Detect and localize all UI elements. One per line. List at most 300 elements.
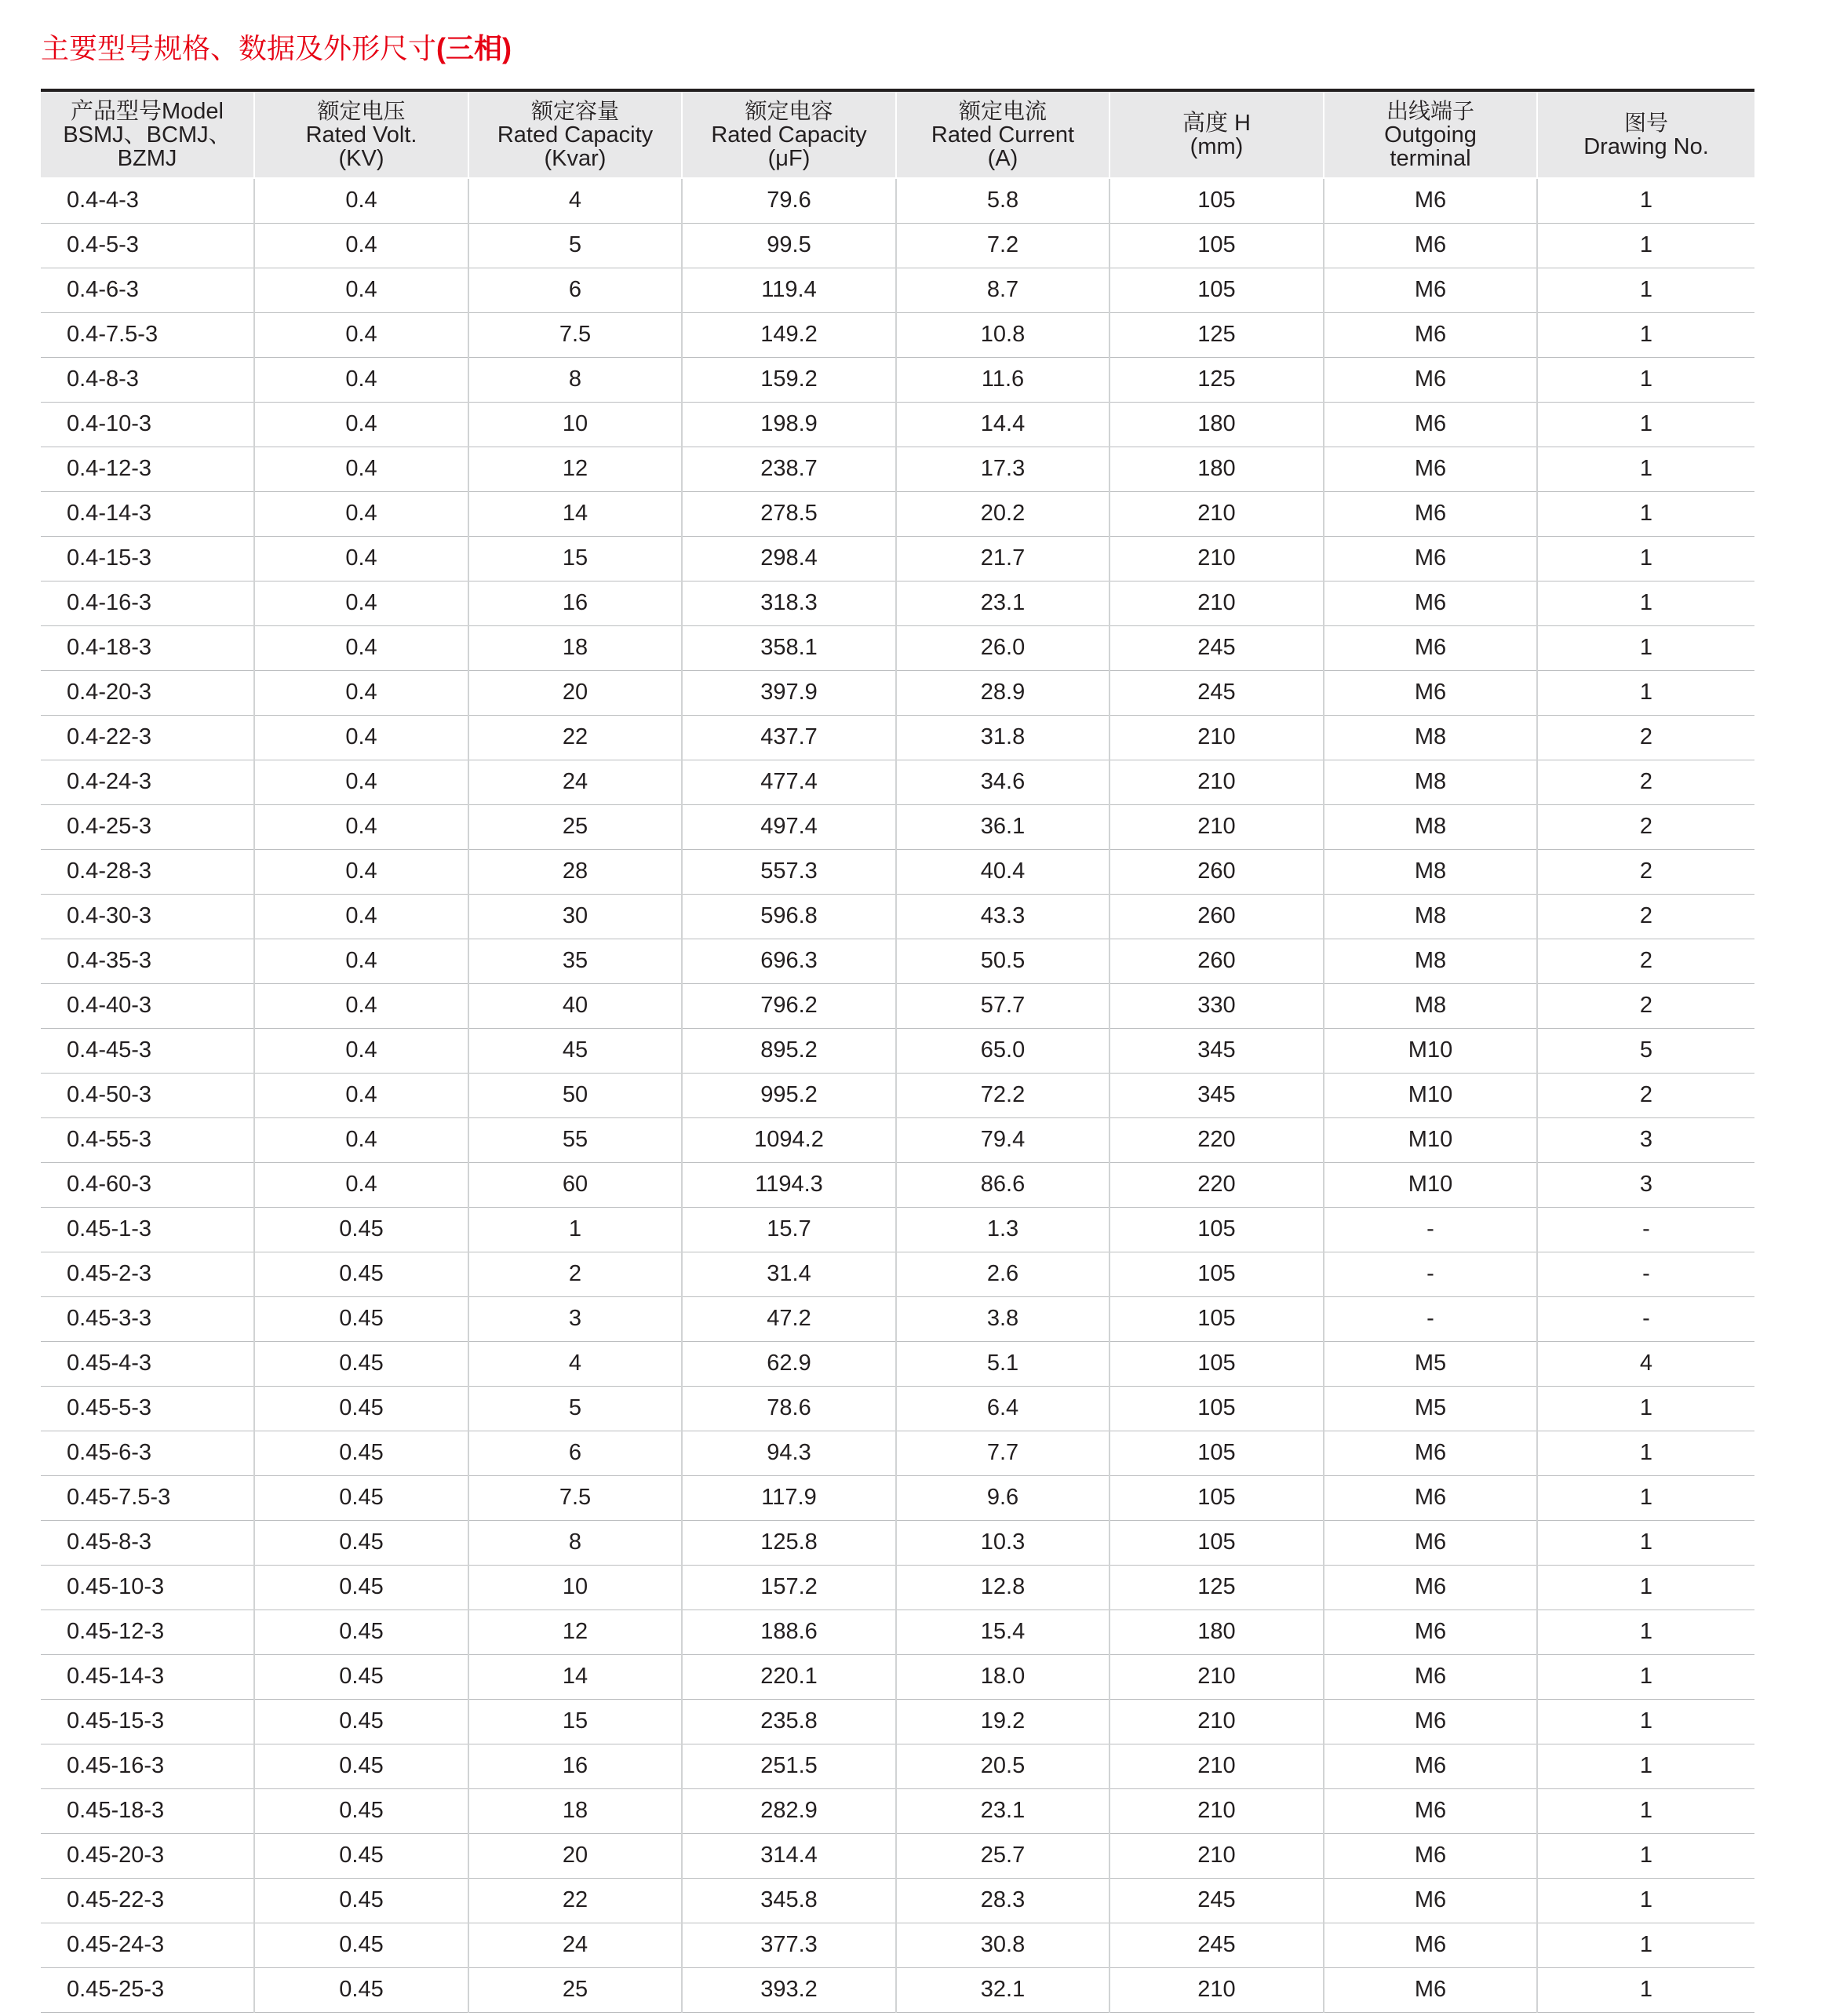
table-row <box>41 402 1754 447</box>
cell-outgoing-terminal: M6 <box>1324 1475 1537 1520</box>
cell-rated-voltage: 0.4 <box>254 939 468 983</box>
cell-rated-capacitance: 393.2 <box>682 1967 896 2012</box>
cell-rated-capacitance: 596.8 <box>682 894 896 939</box>
column-header-line: Outgoing <box>1384 122 1477 148</box>
cell-rated-capacitance: 62.9 <box>682 1341 896 1386</box>
cell-rated-capacitance: 1194.3 <box>682 1162 896 1207</box>
cell-rated-capacity: 25 <box>468 804 682 849</box>
cell-rated-current: 5.8 <box>896 178 1109 223</box>
column-header-outgoing-terminal <box>1324 90 1537 178</box>
cell-outgoing-terminal: M10 <box>1324 1117 1537 1162</box>
cell-outgoing-terminal: M6 <box>1324 1520 1537 1565</box>
table-row <box>41 1296 1754 1341</box>
cell-height: 220 <box>1109 1117 1324 1162</box>
column-header-line: Rated Current <box>931 122 1075 148</box>
column-header-line: BSMJ、BCMJ、 <box>63 122 231 148</box>
column-header-line: Rated Volt. <box>305 122 417 148</box>
cell-outgoing-terminal: M8 <box>1324 894 1537 939</box>
cell-rated-capacitance: 79.6 <box>682 178 896 223</box>
cell-rated-capacitance: 497.4 <box>682 804 896 849</box>
cell-outgoing-terminal: M6 <box>1324 1923 1537 1967</box>
table-row <box>41 715 1754 760</box>
cell-height: 260 <box>1109 849 1324 894</box>
table-row <box>41 1207 1754 1252</box>
cell-drawing-no: 2 <box>1537 804 1754 849</box>
cell-outgoing-terminal: M8 <box>1324 983 1537 1028</box>
cell-model: 0.45-3-3 <box>41 1296 254 1341</box>
cell-rated-capacitance: 298.4 <box>682 536 896 581</box>
cell-drawing-no: 1 <box>1537 357 1754 402</box>
cell-model: 0.4-25-3 <box>41 804 254 849</box>
column-header-line: 出线端子 <box>1386 97 1474 124</box>
cell-rated-capacity: 20 <box>468 670 682 715</box>
cell-rated-capacity: 6 <box>468 268 682 312</box>
cell-outgoing-terminal: M6 <box>1324 1654 1537 1699</box>
cell-model: 0.4-14-3 <box>41 491 254 536</box>
cell-drawing-no: 1 <box>1537 1520 1754 1565</box>
cell-outgoing-terminal: M6 <box>1324 625 1537 670</box>
cell-rated-capacity: 28 <box>468 849 682 894</box>
spec-table <box>41 89 1754 2013</box>
column-header-line: 高度 H <box>1182 110 1251 136</box>
cell-model: 0.4-10-3 <box>41 402 254 447</box>
cell-height: 125 <box>1109 357 1324 402</box>
cell-rated-voltage: 0.4 <box>254 268 468 312</box>
cell-rated-voltage: 0.4 <box>254 625 468 670</box>
cell-height: 210 <box>1109 1744 1324 1788</box>
column-header-line: (μF) <box>767 145 811 171</box>
cell-rated-voltage: 0.45 <box>254 1967 468 2012</box>
cell-drawing-no: 1 <box>1537 402 1754 447</box>
table-row <box>41 1162 1754 1207</box>
cell-height: 105 <box>1109 1475 1324 1520</box>
table-row <box>41 1833 1754 1878</box>
cell-rated-capacity: 1 <box>468 1207 682 1252</box>
cell-rated-capacity: 55 <box>468 1117 682 1162</box>
cell-rated-voltage: 0.45 <box>254 1654 468 1699</box>
cell-rated-capacitance: 94.3 <box>682 1431 896 1475</box>
cell-height: 210 <box>1109 581 1324 625</box>
cell-rated-current: 10.8 <box>896 312 1109 357</box>
cell-rated-current: 28.9 <box>896 670 1109 715</box>
column-header-line: 额定电容 <box>745 97 833 124</box>
cell-drawing-no: - <box>1537 1296 1754 1341</box>
cell-rated-capacitance: 995.2 <box>682 1073 896 1117</box>
cell-rated-current: 43.3 <box>896 894 1109 939</box>
cell-rated-capacity: 3 <box>468 1296 682 1341</box>
table-row <box>41 1744 1754 1788</box>
cell-drawing-no: 1 <box>1537 1878 1754 1923</box>
column-header-line: terminal <box>1390 145 1471 171</box>
table-row <box>41 536 1754 581</box>
cell-rated-voltage: 0.45 <box>254 1386 468 1431</box>
cell-rated-voltage: 0.4 <box>254 491 468 536</box>
cell-rated-voltage: 0.4 <box>254 1028 468 1073</box>
table-row <box>41 1610 1754 1654</box>
cell-rated-current: 30.8 <box>896 1923 1109 1967</box>
cell-rated-current: 36.1 <box>896 804 1109 849</box>
cell-rated-capacity: 20 <box>468 1833 682 1878</box>
cell-height: 105 <box>1109 1431 1324 1475</box>
cell-drawing-no: 1 <box>1537 1475 1754 1520</box>
cell-rated-capacity: 10 <box>468 1565 682 1610</box>
cell-rated-voltage: 0.4 <box>254 760 468 804</box>
cell-drawing-no: 1 <box>1537 268 1754 312</box>
cell-model: 0.4-55-3 <box>41 1117 254 1162</box>
cell-height: 210 <box>1109 1788 1324 1833</box>
cell-outgoing-terminal: M6 <box>1324 1878 1537 1923</box>
cell-model: 0.45-20-3 <box>41 1833 254 1878</box>
page-title-suffix: (三相) <box>436 32 512 64</box>
cell-rated-capacitance: 119.4 <box>682 268 896 312</box>
cell-rated-capacity: 35 <box>468 939 682 983</box>
cell-rated-voltage: 0.45 <box>254 1788 468 1833</box>
cell-height: 260 <box>1109 939 1324 983</box>
cell-rated-capacitance: 78.6 <box>682 1386 896 1431</box>
page-title <box>41 27 512 71</box>
cell-rated-voltage: 0.45 <box>254 1431 468 1475</box>
cell-rated-capacity: 5 <box>468 223 682 268</box>
column-header-line: BZMJ <box>117 145 177 171</box>
cell-rated-capacitance: 157.2 <box>682 1565 896 1610</box>
cell-outgoing-terminal: - <box>1324 1207 1537 1252</box>
cell-height: 105 <box>1109 178 1324 223</box>
cell-rated-capacitance: 47.2 <box>682 1296 896 1341</box>
cell-height: 105 <box>1109 223 1324 268</box>
table-row <box>41 1565 1754 1610</box>
cell-outgoing-terminal: M8 <box>1324 804 1537 849</box>
cell-model: 0.45-10-3 <box>41 1565 254 1610</box>
cell-outgoing-terminal: M6 <box>1324 447 1537 491</box>
cell-rated-capacitance: 437.7 <box>682 715 896 760</box>
cell-model: 0.45-24-3 <box>41 1923 254 1967</box>
cell-drawing-no: 1 <box>1537 491 1754 536</box>
cell-model: 0.45-15-3 <box>41 1699 254 1744</box>
table-row <box>41 1431 1754 1475</box>
cell-height: 180 <box>1109 447 1324 491</box>
cell-height: 245 <box>1109 1878 1324 1923</box>
cell-height: 210 <box>1109 760 1324 804</box>
column-header-line: 产品型号Model <box>71 98 224 124</box>
cell-outgoing-terminal: M6 <box>1324 1431 1537 1475</box>
cell-rated-voltage: 0.4 <box>254 581 468 625</box>
cell-outgoing-terminal: M6 <box>1324 402 1537 447</box>
cell-model: 0.45-16-3 <box>41 1744 254 1788</box>
cell-rated-capacitance: 15.7 <box>682 1207 896 1252</box>
table-row <box>41 804 1754 849</box>
cell-outgoing-terminal: - <box>1324 1252 1537 1296</box>
cell-rated-capacitance: 895.2 <box>682 1028 896 1073</box>
table-row <box>41 1073 1754 1117</box>
cell-rated-voltage: 0.45 <box>254 1923 468 1967</box>
cell-model: 0.4-60-3 <box>41 1162 254 1207</box>
cell-drawing-no: 1 <box>1537 1654 1754 1699</box>
column-header-line: (KV) <box>338 145 384 171</box>
cell-model: 0.4-28-3 <box>41 849 254 894</box>
cell-rated-capacitance: 282.9 <box>682 1788 896 1833</box>
table-header-row <box>41 90 1754 178</box>
cell-outgoing-terminal: M10 <box>1324 1073 1537 1117</box>
cell-rated-capacity: 2 <box>468 1252 682 1296</box>
cell-drawing-no: 2 <box>1537 939 1754 983</box>
cell-rated-capacitance: 235.8 <box>682 1699 896 1744</box>
cell-height: 105 <box>1109 1207 1324 1252</box>
cell-rated-current: 19.2 <box>896 1699 1109 1744</box>
cell-rated-current: 9.6 <box>896 1475 1109 1520</box>
cell-rated-voltage: 0.4 <box>254 178 468 223</box>
cell-rated-capacitance: 31.4 <box>682 1252 896 1296</box>
cell-height: 105 <box>1109 1252 1324 1296</box>
cell-rated-current: 86.6 <box>896 1162 1109 1207</box>
table-row <box>41 1878 1754 1923</box>
cell-outgoing-terminal: M6 <box>1324 1967 1537 2012</box>
column-header-line: 图号 <box>1623 109 1668 136</box>
table-row <box>41 357 1754 402</box>
cell-rated-current: 6.4 <box>896 1386 1109 1431</box>
table-row <box>41 1788 1754 1833</box>
cell-rated-current: 11.6 <box>896 357 1109 402</box>
cell-outgoing-terminal: M8 <box>1324 939 1537 983</box>
table-row <box>41 894 1754 939</box>
cell-drawing-no: 1 <box>1537 1565 1754 1610</box>
cell-rated-capacity: 22 <box>468 715 682 760</box>
cell-rated-capacitance: 477.4 <box>682 760 896 804</box>
cell-model: 0.4-35-3 <box>41 939 254 983</box>
table-row <box>41 1475 1754 1520</box>
table-row <box>41 223 1754 268</box>
cell-rated-voltage: 0.4 <box>254 1073 468 1117</box>
cell-rated-capacitance: 117.9 <box>682 1475 896 1520</box>
cell-drawing-no: 1 <box>1537 1788 1754 1833</box>
cell-rated-current: 23.1 <box>896 581 1109 625</box>
cell-model: 0.4-6-3 <box>41 268 254 312</box>
cell-rated-capacitance: 159.2 <box>682 357 896 402</box>
cell-height: 210 <box>1109 491 1324 536</box>
cell-drawing-no: 2 <box>1537 760 1754 804</box>
table-row <box>41 1923 1754 1967</box>
table-body <box>41 178 1754 2012</box>
cell-model: 0.4-30-3 <box>41 894 254 939</box>
cell-rated-current: 7.2 <box>896 223 1109 268</box>
cell-drawing-no: 2 <box>1537 894 1754 939</box>
cell-rated-capacitance: 796.2 <box>682 983 896 1028</box>
cell-height: 210 <box>1109 1699 1324 1744</box>
cell-model: 0.4-18-3 <box>41 625 254 670</box>
cell-rated-voltage: 0.4 <box>254 447 468 491</box>
cell-drawing-no: 1 <box>1537 670 1754 715</box>
cell-rated-capacity: 60 <box>468 1162 682 1207</box>
cell-rated-current: 31.8 <box>896 715 1109 760</box>
table-row <box>41 1341 1754 1386</box>
table-row <box>41 1967 1754 2012</box>
cell-rated-capacitance: 1094.2 <box>682 1117 896 1162</box>
cell-height: 330 <box>1109 983 1324 1028</box>
table-row <box>41 1699 1754 1744</box>
cell-model: 0.4-5-3 <box>41 223 254 268</box>
cell-rated-capacity: 7.5 <box>468 1475 682 1520</box>
cell-outgoing-terminal: M6 <box>1324 670 1537 715</box>
cell-rated-capacity: 18 <box>468 1788 682 1833</box>
cell-rated-capacity: 12 <box>468 447 682 491</box>
cell-height: 210 <box>1109 1654 1324 1699</box>
cell-rated-current: 21.7 <box>896 536 1109 581</box>
cell-rated-current: 20.5 <box>896 1744 1109 1788</box>
column-header-rated-voltage <box>254 90 468 178</box>
cell-rated-capacity: 14 <box>468 491 682 536</box>
cell-rated-current: 15.4 <box>896 1610 1109 1654</box>
cell-rated-current: 26.0 <box>896 625 1109 670</box>
cell-rated-voltage: 0.4 <box>254 1117 468 1162</box>
cell-model: 0.45-22-3 <box>41 1878 254 1923</box>
cell-model: 0.4-50-3 <box>41 1073 254 1117</box>
cell-rated-current: 2.6 <box>896 1252 1109 1296</box>
cell-height: 125 <box>1109 312 1324 357</box>
cell-outgoing-terminal: M8 <box>1324 849 1537 894</box>
cell-drawing-no: 5 <box>1537 1028 1754 1073</box>
cell-rated-capacity: 10 <box>468 402 682 447</box>
cell-height: 245 <box>1109 1923 1324 1967</box>
table-row <box>41 625 1754 670</box>
column-header-rated-capacitance <box>682 90 896 178</box>
cell-drawing-no: 4 <box>1537 1341 1754 1386</box>
cell-rated-capacitance: 377.3 <box>682 1923 896 1967</box>
cell-drawing-no: 1 <box>1537 447 1754 491</box>
cell-model: 0.45-1-3 <box>41 1207 254 1252</box>
cell-model: 0.4-16-3 <box>41 581 254 625</box>
cell-height: 245 <box>1109 670 1324 715</box>
cell-rated-voltage: 0.4 <box>254 312 468 357</box>
page-title-main: 主要型号规格、数据及外形尺寸 <box>41 33 437 65</box>
cell-rated-current: 14.4 <box>896 402 1109 447</box>
cell-drawing-no: 1 <box>1537 1833 1754 1878</box>
cell-rated-capacitance: 358.1 <box>682 625 896 670</box>
cell-rated-voltage: 0.45 <box>254 1610 468 1654</box>
cell-height: 345 <box>1109 1028 1324 1073</box>
cell-outgoing-terminal: M6 <box>1324 1565 1537 1610</box>
cell-rated-voltage: 0.45 <box>254 1833 468 1878</box>
column-header-line: Rated Capacity <box>497 122 654 148</box>
cell-model: 0.45-5-3 <box>41 1386 254 1431</box>
cell-height: 210 <box>1109 536 1324 581</box>
cell-rated-current: 40.4 <box>896 849 1109 894</box>
cell-model: 0.4-24-3 <box>41 760 254 804</box>
cell-rated-capacity: 5 <box>468 1386 682 1431</box>
table-row <box>41 1654 1754 1699</box>
cell-outgoing-terminal: M10 <box>1324 1162 1537 1207</box>
cell-outgoing-terminal: M10 <box>1324 1028 1537 1073</box>
cell-rated-capacitance: 696.3 <box>682 939 896 983</box>
table-row <box>41 1386 1754 1431</box>
cell-drawing-no: 2 <box>1537 1073 1754 1117</box>
cell-rated-capacity: 50 <box>468 1073 682 1117</box>
cell-rated-current: 34.6 <box>896 760 1109 804</box>
cell-rated-capacity: 8 <box>468 1520 682 1565</box>
cell-rated-voltage: 0.4 <box>254 402 468 447</box>
cell-drawing-no: - <box>1537 1207 1754 1252</box>
cell-rated-voltage: 0.4 <box>254 894 468 939</box>
cell-rated-voltage: 0.4 <box>254 357 468 402</box>
column-header-line: 额定电压 <box>317 97 406 124</box>
cell-rated-capacitance: 125.8 <box>682 1520 896 1565</box>
column-header-drawing-no <box>1537 90 1754 178</box>
cell-outgoing-terminal: M6 <box>1324 312 1537 357</box>
cell-drawing-no: 2 <box>1537 715 1754 760</box>
cell-height: 105 <box>1109 1296 1324 1341</box>
cell-rated-capacity: 16 <box>468 1744 682 1788</box>
cell-rated-current: 5.1 <box>896 1341 1109 1386</box>
cell-outgoing-terminal: M6 <box>1324 1699 1537 1744</box>
cell-rated-current: 23.1 <box>896 1788 1109 1833</box>
column-header-model <box>41 90 254 178</box>
cell-model: 0.4-22-3 <box>41 715 254 760</box>
cell-rated-voltage: 0.4 <box>254 715 468 760</box>
cell-rated-voltage: 0.45 <box>254 1565 468 1610</box>
cell-rated-current: 72.2 <box>896 1073 1109 1117</box>
cell-height: 260 <box>1109 894 1324 939</box>
cell-rated-voltage: 0.45 <box>254 1475 468 1520</box>
cell-model: 0.45-12-3 <box>41 1610 254 1654</box>
cell-rated-capacity: 15 <box>468 1699 682 1744</box>
column-header-line: (Kvar) <box>544 145 607 171</box>
cell-outgoing-terminal: M5 <box>1324 1341 1537 1386</box>
cell-rated-capacitance: 188.6 <box>682 1610 896 1654</box>
cell-outgoing-terminal: M6 <box>1324 536 1537 581</box>
cell-model: 0.45-8-3 <box>41 1520 254 1565</box>
cell-outgoing-terminal: M6 <box>1324 1788 1537 1833</box>
cell-model: 0.45-6-3 <box>41 1431 254 1475</box>
cell-outgoing-terminal: M6 <box>1324 178 1537 223</box>
cell-rated-voltage: 0.45 <box>254 1252 468 1296</box>
cell-rated-capacity: 15 <box>468 536 682 581</box>
cell-rated-capacity: 6 <box>468 1431 682 1475</box>
cell-height: 125 <box>1109 1565 1324 1610</box>
cell-rated-capacitance: 149.2 <box>682 312 896 357</box>
cell-model: 0.4-45-3 <box>41 1028 254 1073</box>
cell-rated-capacitance: 99.5 <box>682 223 896 268</box>
cell-outgoing-terminal: M6 <box>1324 1744 1537 1788</box>
cell-outgoing-terminal: M6 <box>1324 581 1537 625</box>
column-header-line: 额定容量 <box>530 97 619 124</box>
table-row <box>41 312 1754 357</box>
cell-outgoing-terminal: M6 <box>1324 357 1537 402</box>
cell-rated-capacitance: 318.3 <box>682 581 896 625</box>
table-row <box>41 939 1754 983</box>
column-header-line: (mm) <box>1190 133 1244 159</box>
cell-model: 0.45-25-3 <box>41 1967 254 2012</box>
cell-rated-current: 10.3 <box>896 1520 1109 1565</box>
table-row <box>41 581 1754 625</box>
cell-rated-current: 1.3 <box>896 1207 1109 1252</box>
cell-rated-capacity: 14 <box>468 1654 682 1699</box>
cell-height: 105 <box>1109 1341 1324 1386</box>
cell-rated-capacity: 45 <box>468 1028 682 1073</box>
cell-height: 180 <box>1109 1610 1324 1654</box>
cell-rated-current: 20.2 <box>896 491 1109 536</box>
cell-height: 210 <box>1109 1833 1324 1878</box>
cell-rated-current: 3.8 <box>896 1296 1109 1341</box>
cell-rated-capacitance: 220.1 <box>682 1654 896 1699</box>
cell-model: 0.4-20-3 <box>41 670 254 715</box>
table-row <box>41 268 1754 312</box>
cell-rated-voltage: 0.45 <box>254 1207 468 1252</box>
table-row <box>41 1028 1754 1073</box>
cell-rated-voltage: 0.4 <box>254 1162 468 1207</box>
table-row <box>41 849 1754 894</box>
cell-rated-capacity: 40 <box>468 983 682 1028</box>
cell-model: 0.4-7.5-3 <box>41 312 254 357</box>
cell-outgoing-terminal: M6 <box>1324 1610 1537 1654</box>
cell-drawing-no: 1 <box>1537 178 1754 223</box>
